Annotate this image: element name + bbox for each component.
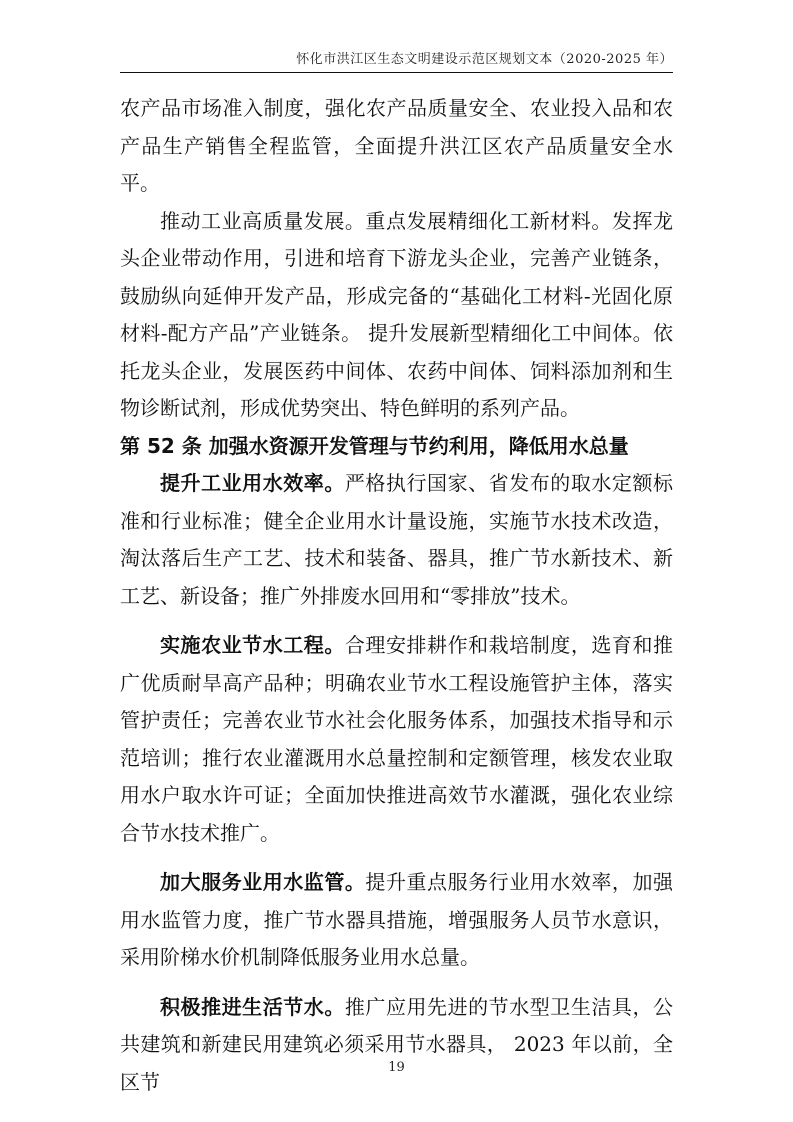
paragraph-industrial-water xyxy=(120,465,673,615)
paragraph-service-water xyxy=(120,864,673,977)
header-divider xyxy=(120,72,673,73)
page-header: 怀化市洪江区生态文明建设示范区规划文本（2020-2025 年） xyxy=(296,52,673,67)
paragraph-text: 严格执行国家、省发布的取水定额标准和行业标准；健全企业用水计量设施，实施节水技术改造，淘汰落后生产工艺、技术和装备、器具，推广节水新技术、新工艺、新设备；推广外排废水回用和“零排放”技术。 xyxy=(120,471,673,608)
paragraph-agri-market: 农产品市场准入制度，强化农产品质量安全、农业投入品和农产品生产销售全程监管，全面提升洪江区农产品质量安全水平。 xyxy=(120,96,673,195)
paragraph-lead: 提升工业用水效率。 xyxy=(160,471,345,495)
paragraph-lead: 加大服务业用水监管。 xyxy=(160,870,366,894)
paragraph-agri-water xyxy=(120,627,673,852)
paragraph-text: 推广应用先进的节水型卫生洁具，公共建筑和新建民用建筑必须采用节水器具， 2023 年以前，全区节 xyxy=(120,994,673,1094)
paragraph-industry: 推动工业高质量发展。重点发展精细化工新材料。发挥龙头企业带动作用，引进和培育下游龙头企业，完善产业链条，鼓励纵向延伸开发产品，形成完备的“基础化工材料-光固化原材料-配方产品”产业链条。 提升发展新型精细化工中间体。依托龙头企业，发展医药中间体、农药中间体、饲料添加剂和生物诊断试剂，形成优势突出、特色鲜明的系列产品。 xyxy=(120,208,673,420)
paragraph-lead: 积极推进生活节水。 xyxy=(160,994,345,1019)
paragraph-text: 合理安排耕作和栽培制度，选育和推广优质耐旱高产品种；明确农业节水工程设施管护主体，落实管护责任；完善农业节水社会化服务体系，加强技术指导和示范培训；推行农业灌溉用水总量控制和定额管理，核发农业取用水户取水许可证；全面加快推进高效节水灌溉，强化农业综合节水技术推广。 xyxy=(120,633,673,845)
paragraph-household-water xyxy=(120,989,673,1102)
document-body xyxy=(120,90,673,1101)
paragraph-text: 提升重点服务行业用水效率，加强用水监管力度，推广节水器具措施，增强服务人员节水意识，采用阶梯水价机制降低服务业用水总量。 xyxy=(120,870,674,969)
paragraph-lead: 实施农业节水工程。 xyxy=(160,633,345,657)
page-number: 19 xyxy=(388,1060,405,1075)
article-heading: 第 52 条 加强水资源开发管理与节约利用，降低用水总量 xyxy=(120,433,629,458)
